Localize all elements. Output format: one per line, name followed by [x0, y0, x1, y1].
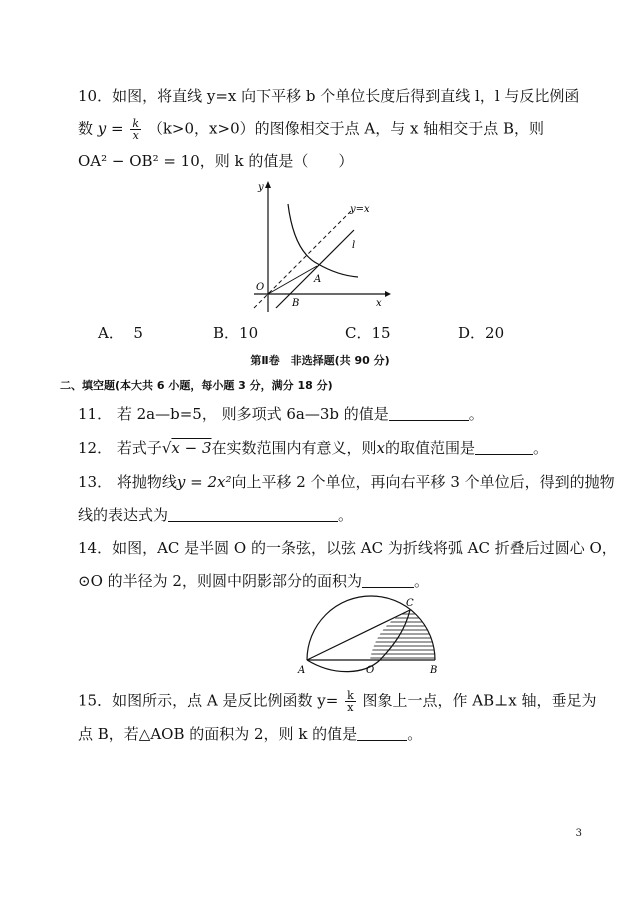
line-l [276, 230, 354, 308]
q15-fraction [345, 690, 356, 713]
q14-line2-pre: ⊙O 的半径为 2，则圆中阴影部分的面积为 [78, 572, 362, 590]
choice-a[interactable] [98, 322, 143, 343]
q10-line2 [78, 118, 544, 141]
q12-answer-blank[interactable] [475, 439, 533, 455]
label-O: O [366, 665, 375, 676]
y-axis-arrow [265, 181, 271, 188]
q10-line2-pre: 数 [78, 119, 94, 138]
q13-answer-blank[interactable] [168, 506, 338, 522]
q15-line2 [78, 724, 422, 744]
q10-y-equals: y = [97, 119, 124, 138]
section-title: 第Ⅱ卷 非选择题(共 90 分) [250, 354, 390, 367]
q10-line2-post: （k>0，x>0）的图像相交于点 A，与 x 轴相交于点 B，则 [147, 119, 545, 138]
q15-post: 图象上一点，作 AB⊥x 轴，垂足为 [362, 691, 597, 710]
choice-b-letter: B． [213, 324, 240, 342]
q15-pre: 15．如图所示，点 A 是反比例函数 y= [78, 691, 339, 710]
q12-mid: 在实数范围内有意义，则 [211, 439, 377, 457]
q13-line1 [78, 472, 615, 492]
q14-semicircle-figure [290, 592, 450, 678]
choice-c-value: 15 [371, 324, 391, 342]
choice-d[interactable] [458, 322, 504, 343]
q10-graph-figure [240, 176, 400, 316]
q11-answer-blank[interactable] [389, 405, 469, 421]
q13-line2 [78, 505, 353, 525]
label-O: O [256, 282, 265, 293]
q13-line2-end: 。 [338, 506, 354, 524]
q12-sqrt-content: x − 3 [171, 439, 212, 457]
label-C: C [406, 598, 414, 609]
q12-post: 的取值范围是 [385, 439, 476, 457]
hyperbola-curve [288, 204, 358, 277]
q14-line2-end: 。 [413, 572, 429, 590]
label-l: l [352, 240, 356, 251]
q10-line3: OA² − OB² = 10，则 k 的值是（ ） [78, 152, 354, 170]
q14-answer-blank[interactable] [362, 572, 414, 588]
choice-a-letter: A． [98, 324, 124, 342]
q15-answer-blank[interactable] [357, 725, 407, 741]
q13-formula: y = 2x² [176, 473, 232, 491]
q11-end: 。 [468, 405, 484, 423]
choice-d-letter: D． [458, 324, 486, 342]
choice-b-value: 10 [239, 324, 259, 342]
q14-line1: 14．如图，AC 是半圆 O 的一条弦，以弦 AC 为折线将弧 AC 折叠后过圆心 O， [78, 539, 617, 557]
q15-line2-pre: 点 B，若△AOB 的面积为 2，则 k 的值是 [78, 725, 358, 743]
label-y: y [258, 182, 264, 193]
q14-line2 [78, 571, 429, 591]
label-A: A [314, 274, 322, 285]
section-heading: 二、填空题(本大共 6 小题，每小题 3 分，满分 18 分) [60, 379, 333, 392]
q10-line1: 10．如图，将直线 y=x 向下平移 b 个单位长度后得到直线 l，l 与反比例函 [78, 87, 580, 105]
q12 [78, 438, 548, 458]
label-y-equals-x: y=x [350, 204, 370, 215]
choice-a-value: 5 [133, 324, 143, 342]
q15-line1 [78, 690, 596, 713]
q12-pre: 12． 若式子 [78, 439, 162, 457]
choice-d-value: 20 [485, 324, 505, 342]
q10-frac-num: k [132, 117, 140, 130]
q12-end: 。 [533, 439, 549, 457]
q15-frac-den: x [347, 701, 354, 714]
q10-frac-den: x [132, 129, 139, 142]
label-x: x [376, 298, 382, 309]
q11-text: 11． 若 2a—b=5， 则多项式 6a—3b 的值是 [78, 405, 389, 423]
q10-fraction [130, 118, 141, 141]
q15-frac-num: k [347, 689, 354, 702]
label-A: A [298, 665, 306, 676]
label-B: B [430, 665, 438, 676]
shaded-region [370, 610, 435, 660]
choice-b[interactable] [213, 322, 258, 343]
sqrt-icon: √ [161, 439, 172, 457]
q12-var: x [376, 439, 386, 457]
label-B: B [292, 298, 300, 309]
choice-c-letter: C． [345, 324, 372, 342]
q11 [78, 404, 484, 424]
choice-c[interactable] [345, 322, 391, 343]
q13-line2-pre: 线的表达式为 [78, 506, 169, 524]
q15-line2-end: 。 [407, 725, 423, 743]
q13-pre: 13． 将抛物线 [78, 473, 177, 491]
segment-OA [268, 266, 317, 294]
q13-post: 向上平移 2 个单位，再向右平移 3 个单位后，得到的抛物 [231, 473, 615, 491]
page-number: 3 [575, 828, 582, 839]
x-axis-arrow [385, 291, 391, 297]
